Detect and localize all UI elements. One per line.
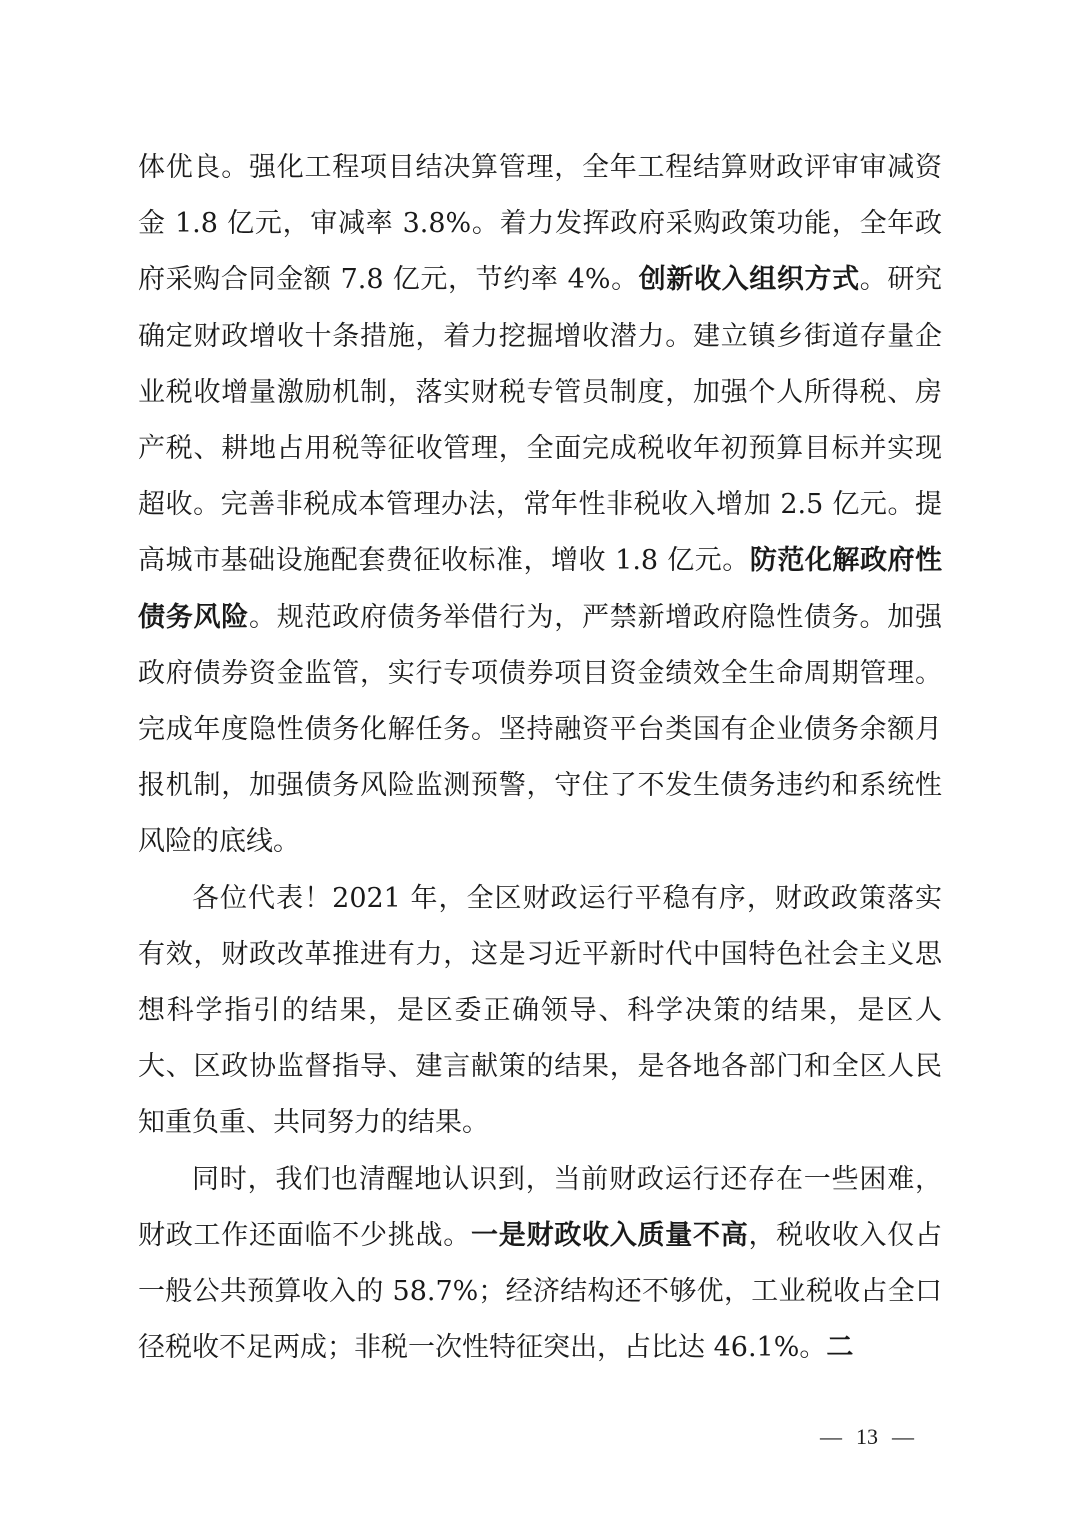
bold-heading-segment: 防范化解政府性债务风险 <box>138 545 943 633</box>
bold-heading-segment: 一是财政收入质量不高 <box>471 1219 749 1251</box>
text-segment: 各位代表！2021 年，全区财政运行平稳有序，财政政策落实有效，财政改革推进有力，这是习近平新时代中国特色社会主义思想科学指引的结果，是区委正确领导、科学决策的结果，是区人大、区政协监督指导、建言献策的结果，是各地各部门和全区人民知重负重、共同努力的结果。 <box>138 882 942 1139</box>
paragraph-3 <box>138 1152 942 1377</box>
footer-dash-right: — <box>892 1424 914 1449</box>
text-segment: 体优良。强化工程项目结决算管理，全年工程结算财政评审审减资金 1.8 亿元，审减率 3.8%。着力发挥政府采购政策功能，全年政府采购合同金额 7.8 亿元，节约率 4%。 <box>138 152 942 296</box>
page-number: 13 <box>856 1424 878 1449</box>
paragraph-2 <box>138 871 942 1152</box>
text-segment: ，税收收入仅占一般公共预算收入的 58.7%；经济结构还不够优，工业税收占全口径税收不足两成；非税一次性特征突出，占比达 46.1%。 <box>138 1219 942 1364</box>
text-segment: 。研究确定财政增收十条措施，着力挖掘增收潜力。建立镇乡街道存量企业税收增量激励机制，落实财税专管员制度，加强个人所得税、房产税、耕地占用税等征收管理，全面完成税收年初预算目标并实现超收。完善非税成本管理办法，常年性非税收入增加 2.5 亿元。提高城市基础设施配套费征收标准，增收 1.8 亿元。 <box>138 264 942 577</box>
page-footer <box>820 1424 950 1450</box>
text-segment: 。规范政府债务举借行为，严禁新增政府隐性债务。加强政府债券资金监管，实行专项债券项目资金绩效全生命周期管理。完成年度隐性债务化解任务。坚持融资平台类国有企业债务余额月报机制，加强债务风险监测预警，守住了不发生债务违约和系统性风险的底线。 <box>138 601 942 858</box>
footer-dash-left: — <box>820 1424 842 1449</box>
text-segment: 同时，我们也清醒地认识到，当前财政运行还存在一些困难，财政工作还面临不少挑战。 <box>138 1163 942 1251</box>
bold-heading-segment: 创新收入组织方式 <box>638 264 860 296</box>
paragraph-1 <box>138 140 942 871</box>
bold-heading-segment: 二 <box>826 1332 854 1364</box>
document-body <box>138 140 942 1376</box>
